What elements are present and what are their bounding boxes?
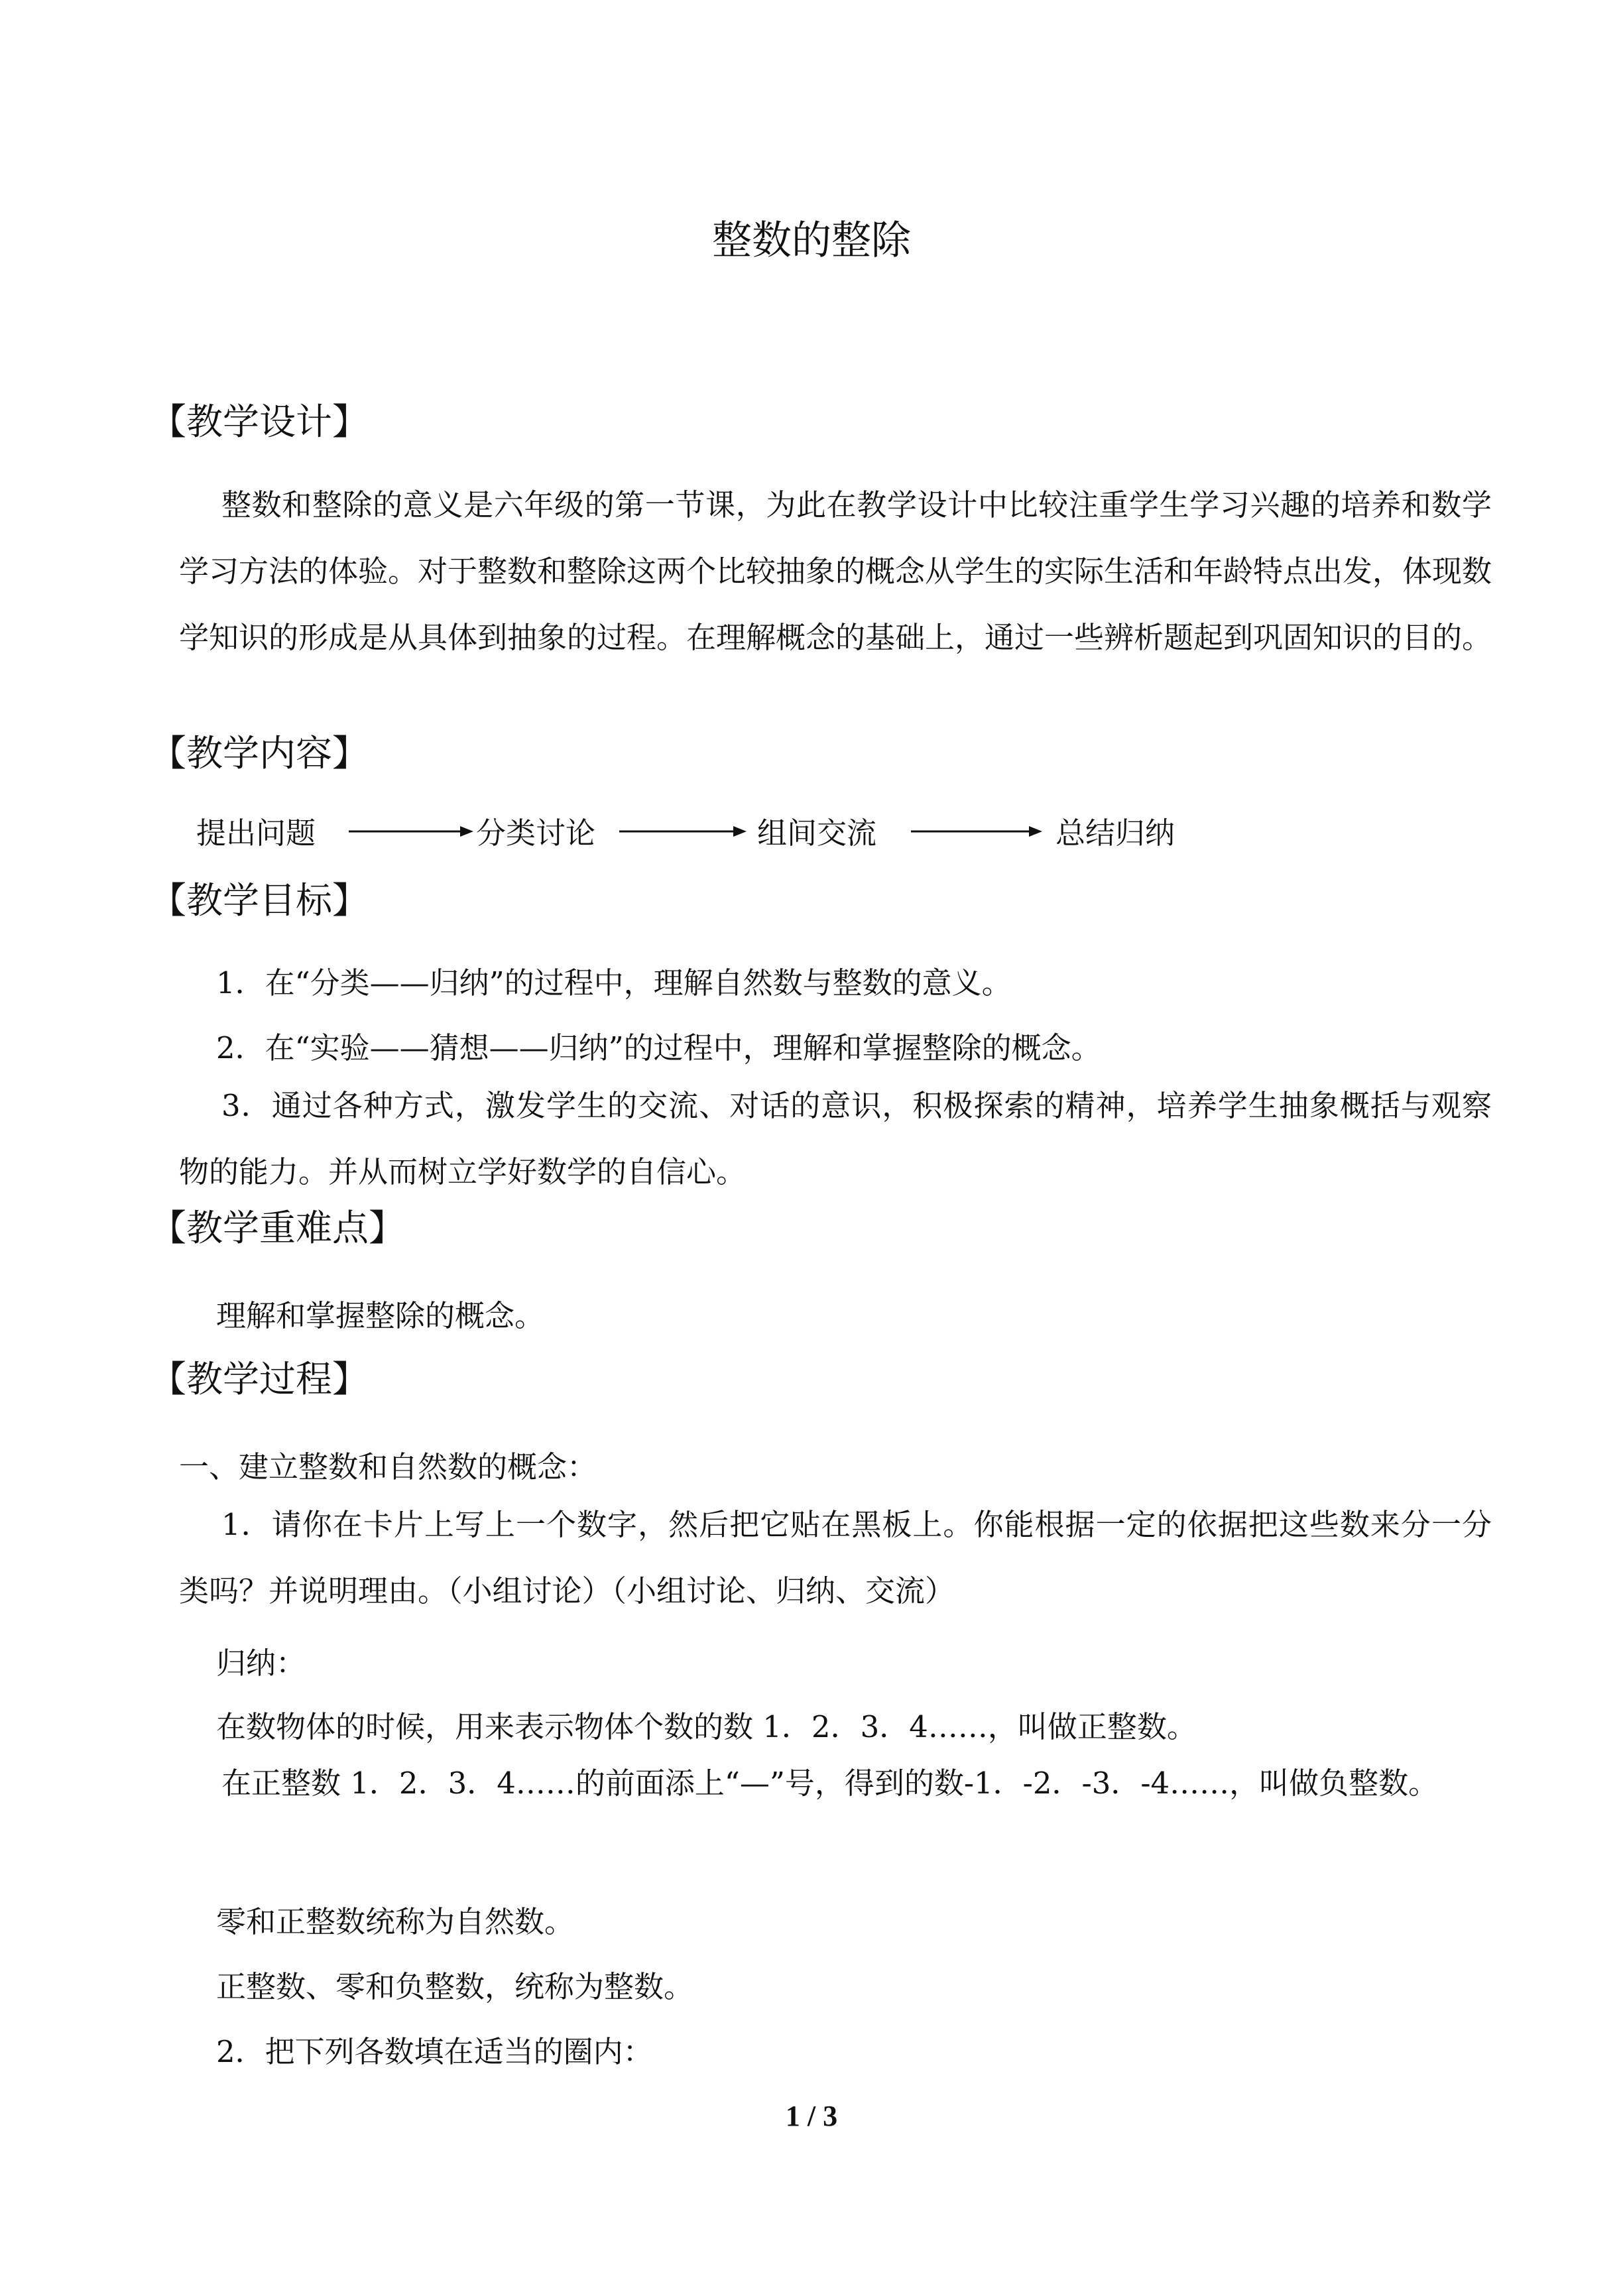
- heading-teaching-process: 【教学过程】: [150, 1358, 369, 1400]
- process-step2: 2．把下列各数填在适当的圈内：: [216, 2034, 653, 2069]
- key-points-text: 理解和掌握整除的概念。: [216, 1298, 545, 1333]
- summary-label: 归纳：: [216, 1646, 306, 1681]
- heading-teaching-content: 【教学内容】: [150, 732, 369, 774]
- flow-step-4: 总结归纳: [1055, 816, 1175, 851]
- summary-negative-integers: 在正整数 1．2．3．4……的前面添上“—”号，得到的数-1．-2．-3．-4……，叫做负整数。: [221, 1766, 1439, 1801]
- goal-item-3: 3．通过各种方式，激发学生的交流、对话的意识，积极探索的精神，培养学生抽象概括与观察物的能力。并从而树立学好数学的自信心。: [179, 1088, 1492, 1189]
- heading-key-points: 【教学重难点】: [150, 1207, 406, 1249]
- flow-step-2: 分类讨论: [476, 816, 596, 851]
- heading-teaching-design: 【教学设计】: [150, 400, 369, 443]
- flow-arrow-2: [619, 810, 752, 857]
- goal-item-2: 2．在“实验——猜想——归纳”的过程中，理解和掌握整除的概念。: [216, 1030, 1101, 1065]
- paragraph-teaching-design: 整数和整除的意义是六年级的第一节课，为此在教学设计中比较注重学生学习兴趣的培养和数学学习方法的体验。对于整数和整除这两个比较抽象的概念从学生的实际生活和年龄特点出发，体现数学知识的形成是从具体到抽象的过程。在理解概念的基础上，通过一些辨析题起到巩固知识的目的。: [179, 487, 1492, 655]
- flow-arrow-3: [911, 810, 1044, 857]
- flow-step-3: 组间交流: [757, 816, 877, 851]
- process-step1-title: 一、建立整数和自然数的概念：: [179, 1449, 597, 1484]
- heading-teaching-goals: 【教学目标】: [150, 879, 369, 922]
- content-flow: [196, 810, 1257, 863]
- summary-natural-numbers: 零和正整数统称为自然数。: [216, 1904, 575, 1939]
- flow-step-1: 提出问题: [196, 816, 316, 851]
- summary-integers: 正整数、零和负整数，统称为整数。: [216, 1969, 694, 2004]
- page-indicator: 1 / 3: [785, 2100, 838, 2132]
- summary-positive-integers: 在数物体的时候，用来表示物体个数的数 1．2．3．4……，叫做正整数。: [216, 1709, 1197, 1744]
- process-step1-question: 1．请你在卡片上写上一个数字，然后把它贴在黑板上。你能根据一定的依据把这些数来分一分类吗？并说明理由。（小组讨论）（小组讨论、归纳、交流）: [179, 1507, 1492, 1608]
- document-title: 整数的整除: [712, 217, 911, 264]
- goal-item-1: 1．在“分类——归纳”的过程中，理解自然数与整数的意义。: [216, 965, 1012, 1000]
